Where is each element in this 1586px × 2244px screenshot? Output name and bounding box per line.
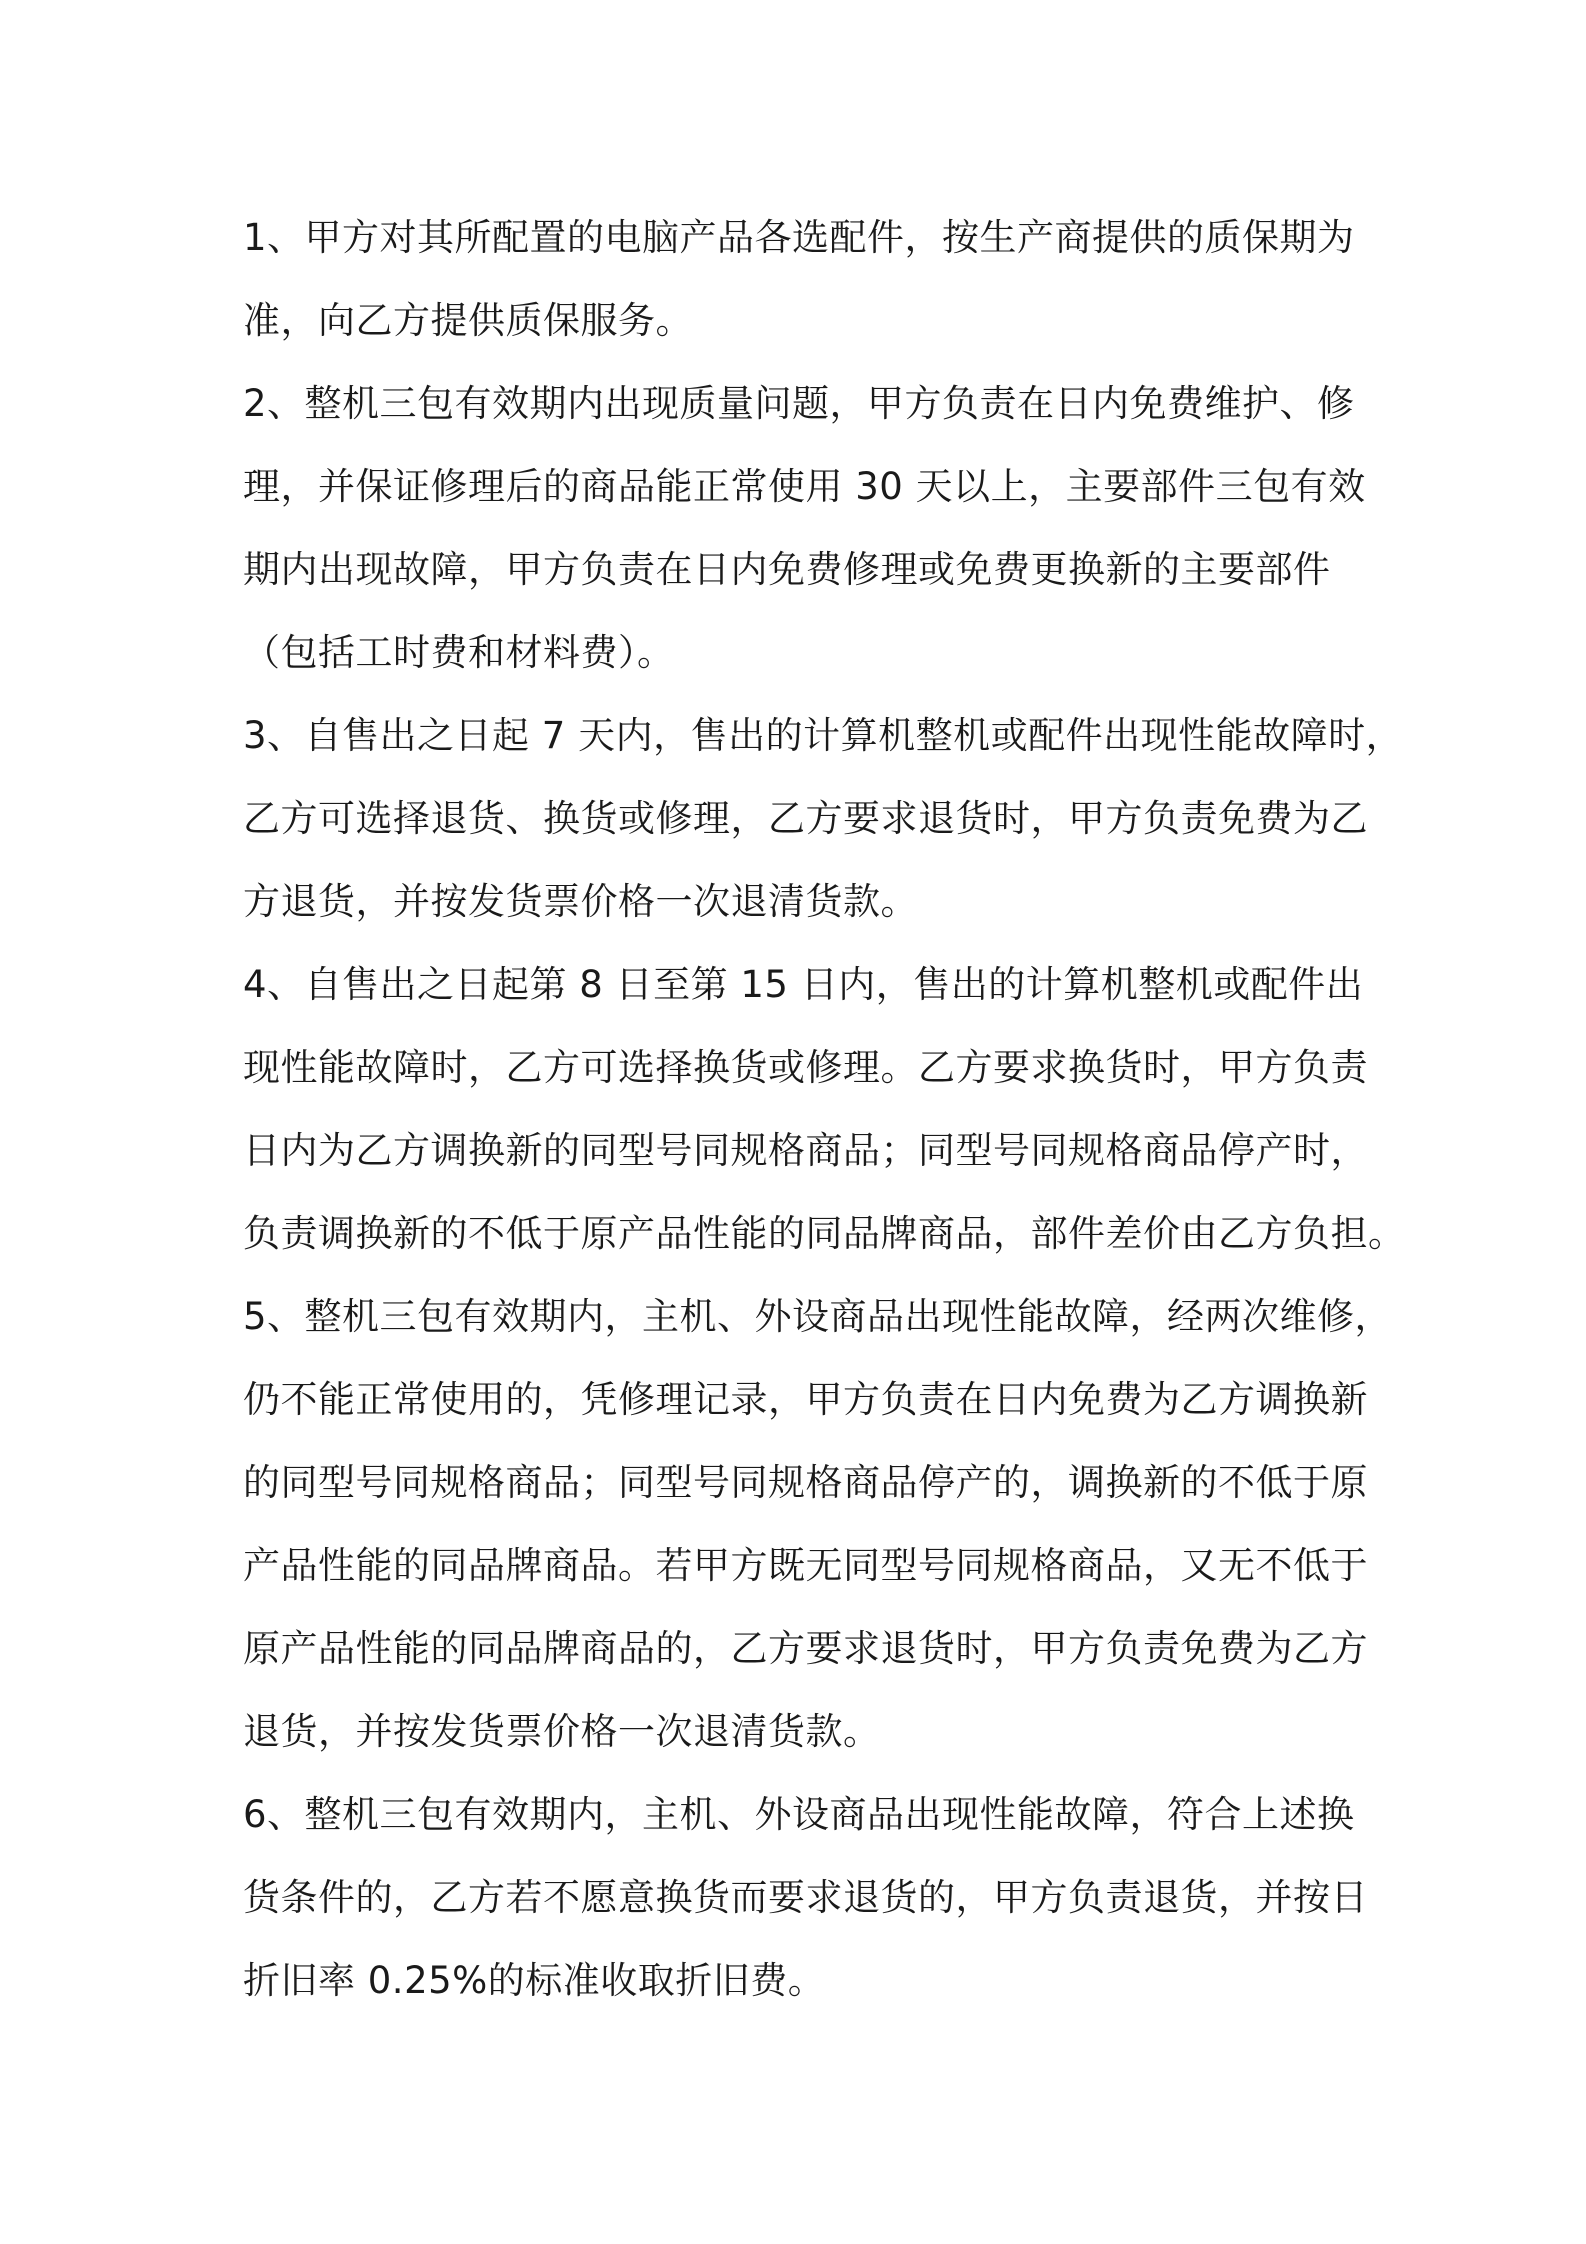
clause-6-line-3: 折旧率 0.25%的标准收取折旧费。 <box>243 1959 826 2002</box>
clause-3-line-1: 3、自售出之日起 7 天内，售出的计算机整机或配件出现性能故障时， <box>243 714 1404 757</box>
clause-3-line-3: 方退货，并按发货票价格一次退清货款。 <box>243 880 918 923</box>
clause-5-line-6: 退货，并按发货票价格一次退清货款。 <box>243 1710 881 1753</box>
clause-2-line-1: 2、整机三包有效期内出现质量问题，甲方负责在日内免费维护、修 <box>243 382 1355 425</box>
clause-5-line-3: 的同型号同规格商品；同型号同规格商品停产的，调换新的不低于原 <box>243 1461 1368 1504</box>
clause-5-line-2: 仍不能正常使用的，凭修理记录，甲方负责在日内免费为乙方调换新 <box>243 1378 1368 1421</box>
clause-2-line-2: 理，并保证修理后的商品能正常使用 30 天以上，主要部件三包有效 <box>243 465 1366 508</box>
clause-1-line-1: 1、甲方对其所配置的电脑产品各选配件，按生产商提供的质保期为 <box>243 216 1355 259</box>
clause-2-line-3: 期内出现故障，甲方负责在日内免费修理或免费更换新的主要部件 <box>243 548 1331 591</box>
clause-4-line-4: 负责调换新的不低于原产品性能的同品牌商品，部件差价由乙方负担。 <box>243 1212 1406 1255</box>
clause-2-line-4: （包括工时费和材料费）。 <box>243 631 675 674</box>
clause-5-line-4: 产品性能的同品牌商品。若甲方既无同型号同规格商品，又无不低于 <box>243 1544 1368 1587</box>
clause-5-line-1: 5、整机三包有效期内，主机、外设商品出现性能故障，经两次维修， <box>243 1295 1393 1338</box>
clause-4-line-1: 4、自售出之日起第 8 日至第 15 日内，售出的计算机整机或配件出 <box>243 963 1364 1006</box>
clause-4-line-3: 日内为乙方调换新的同型号同规格商品；同型号同规格商品停产时， <box>243 1129 1368 1172</box>
clause-1-line-2: 准，向乙方提供质保服务。 <box>243 299 693 342</box>
clause-5-line-5: 原产品性能的同品牌商品的，乙方要求退货时，甲方负责免费为乙方 <box>243 1627 1368 1670</box>
clause-4-line-2: 现性能故障时，乙方可选择换货或修理。乙方要求换货时，甲方负责 <box>243 1046 1368 1089</box>
clause-6-line-2: 货条件的，乙方若不愿意换货而要求退货的，甲方负责退货，并按日 <box>243 1876 1368 1919</box>
document-body <box>243 196 1406 2022</box>
clause-3-line-2: 乙方可选择退货、换货或修理，乙方要求退货时，甲方负责免费为乙 <box>243 797 1368 840</box>
clause-6-line-1: 6、整机三包有效期内，主机、外设商品出现性能故障，符合上述换 <box>243 1793 1355 1836</box>
